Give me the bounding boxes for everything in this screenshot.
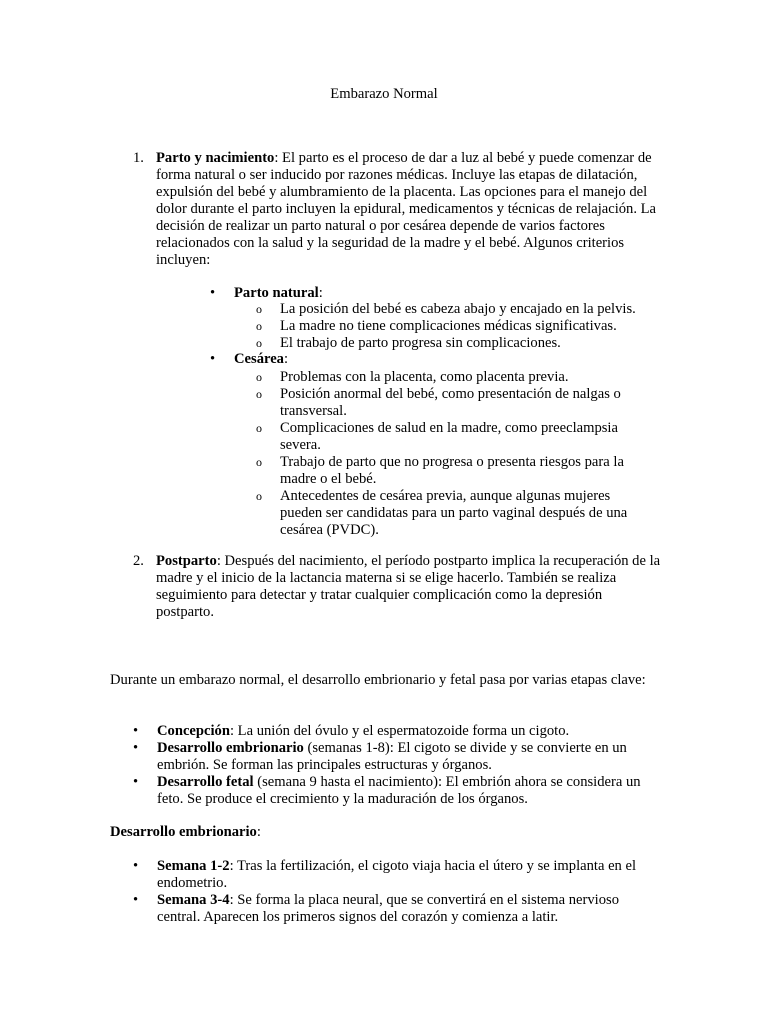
list-item <box>133 858 663 892</box>
group-label: Parto natural <box>234 285 319 301</box>
section-number: 2. <box>133 553 144 569</box>
section-text: : El parto es el proceso de dar a luz al bebé y puede comenzar de forma natural o ser inducido por razones médicas. Incluye las etapas de dilatación, expulsión del bebé y alumbramiento de la placenta. Las opciones para el manejo del dolor durante el parto incluyen la epidural, medicamentos y técnicas de relajación. La decisión de realizar un parto natural o por cesárea depende de varios factores relacionados con la salud y la seguridad de la madre y el bebé. Algunos criterios incluyen: <box>156 150 657 268</box>
group-label-item <box>210 285 670 302</box>
list-item <box>133 774 663 808</box>
section-paragraph <box>156 150 663 269</box>
item-text: : Tras la fertilización, el cigoto viaja hacia el útero y se implanta en el endometrio. <box>157 858 637 891</box>
intro-text: Durante un embarazo normal, el desarrollo embrionario y fetal pasa por varias etapas clave: <box>110 672 646 688</box>
section-heading: Postparto <box>156 553 217 569</box>
list-item <box>133 740 663 774</box>
item-label: Desarrollo fetal <box>157 774 254 790</box>
item-text: : Se forma la placa neural, que se convertirá en el sistema nervioso central. Aparecen los primeros signos del corazón y comienza a latir. <box>157 892 619 925</box>
list-item: o La madre no tiene complicaciones médicas significativas. <box>256 318 676 335</box>
item-text: : La unión del óvulo y el espermatozoide forma un cigoto. <box>229 723 570 739</box>
section-parto <box>133 150 663 269</box>
group-label-item <box>210 351 670 368</box>
group-colon: : <box>283 351 289 367</box>
list-item <box>133 723 663 740</box>
group-colon: : <box>318 285 323 301</box>
list-item: o El trabajo de parto progresa sin complicaciones. <box>256 335 676 352</box>
section-heading: Parto y nacimiento <box>156 150 275 166</box>
heading-label: Desarrollo embrionario <box>110 824 257 840</box>
list-item: o Complicaciones de salud en la madre, como preeclampsia severa. <box>256 420 656 454</box>
section-text: : Después del nacimiento, el período postparto implica la recuperación de la madre y el inicio de la lactancia materna si se elige hacerlo. También se realiza seguimiento para detectar y tratar cualquier complicación como la depresión postparto. <box>156 553 661 620</box>
list-item: o Trabajo de parto que no progresa o presenta riesgos para la madre o el bebé. <box>256 454 656 488</box>
list-item: o La posición del bebé es cabeza abajo y encajado en la pelvis. <box>256 301 676 318</box>
heading-colon: : <box>256 824 261 840</box>
list-item: o Antecedentes de cesárea previa, aunque algunas mujeres pueden ser candidatas para un parto vaginal después de una cesárea (PVDC). <box>256 488 656 539</box>
item-label: Semana 3-4 <box>157 892 230 908</box>
section-paragraph <box>156 553 663 621</box>
item-text: (semana 9 hasta el nacimiento): El embrión ahora se considera un feto. Se produce el crecimiento y la maduración de los órganos. <box>157 774 641 807</box>
document-title: Embarazo Normal <box>330 86 438 102</box>
list-item <box>133 892 663 926</box>
item-label: Concepción <box>157 723 230 739</box>
section-postparto <box>133 553 663 621</box>
list-parto-natural <box>256 301 676 352</box>
section-number: 1. <box>133 150 144 166</box>
list-item: o Posición anormal del bebé, como presentación de nalgas o transversal. <box>256 386 656 420</box>
list-item: o Problemas con la placenta, como placenta previa. <box>256 369 656 386</box>
stages-list <box>133 723 663 808</box>
group-parto-natural <box>210 285 670 302</box>
weeks-list <box>133 858 663 926</box>
group-cesarea <box>210 351 670 368</box>
embryo-heading <box>110 824 660 841</box>
item-label: Semana 1-2 <box>157 858 230 874</box>
intro-paragraph <box>110 672 660 689</box>
item-label: Desarrollo embrionario <box>157 740 304 756</box>
item-text: (semanas 1-8): El cigoto se divide y se convierte en un embrión. Se forman las principales estructuras y órganos. <box>157 740 627 773</box>
list-cesarea <box>256 369 656 539</box>
group-label: Cesárea <box>234 351 284 367</box>
